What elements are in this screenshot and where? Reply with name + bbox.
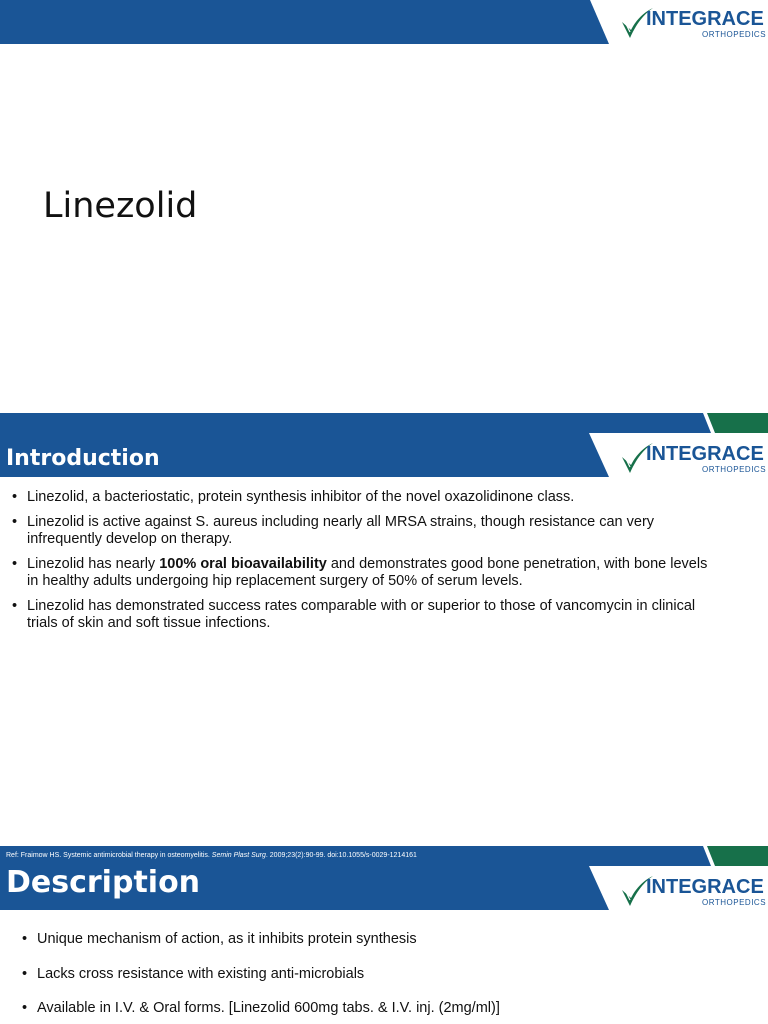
description-slide: [0, 846, 768, 1024]
bullet-glyph: •: [12, 513, 18, 530]
reference-citation: Ref: Fraimow HS. Systemic antimicrobial therapy in osteomyelitis. Semin Plast Surg. 2009;23(2):90-99. doi:10.1055/s-0029-1214161: [6, 852, 417, 859]
bullet-glyph: •: [22, 965, 28, 982]
integrace-logo: [620, 2, 768, 46]
logo-brand: INTEGRACE: [646, 876, 764, 898]
integrace-logo: [620, 437, 768, 481]
logo-subtitle: ORTHOPEDICS: [702, 465, 767, 474]
slide-title: Linezolid: [43, 186, 198, 226]
title-slide: [0, 0, 768, 413]
bullet-glyph: •: [12, 489, 18, 505]
bullet-glyph: •: [22, 931, 28, 947]
list-item: • Unique mechanism of action, as it inhibits protein synthesis: [22, 931, 417, 947]
list-item: • Linezolid, a bacteriostatic, protein synthesis inhibitor of the novel oxazolidinone class.: [12, 489, 575, 505]
bullet-list: [22, 931, 722, 1024]
logo-brand: INTEGRACE: [646, 443, 764, 465]
introduction-slide: [0, 413, 768, 846]
bold-highlight: 100% oral bioavailability: [159, 555, 327, 572]
logo-subtitle: ORTHOPEDICS: [702, 30, 767, 39]
section-heading: Description: [6, 865, 201, 900]
list-item: • Linezolid has nearly 100% oral bioavailability and demonstrates good bone penetration, with bone levels in healthy adults undergoing hip replacement surgery of 50% of serum levels.: [12, 555, 708, 589]
bullet-list: [12, 489, 712, 640]
section-heading: Introduction: [6, 446, 160, 471]
bullet-glyph: •: [12, 555, 18, 572]
list-item: • Available in I.V. & Oral forms. [Linezolid 600mg tabs. & I.V. inj. (2mg/ml)]: [22, 1000, 500, 1016]
list-item: • Linezolid is active against S. aureus including nearly all MRSA strains, though resistance can very infrequently develop on therapy.: [12, 513, 655, 547]
list-item: • Lacks cross resistance with existing anti-microbials: [22, 965, 365, 982]
logo-subtitle: ORTHOPEDICS: [702, 898, 767, 907]
bullet-glyph: •: [12, 597, 18, 614]
bullet-glyph: •: [22, 1000, 28, 1016]
list-item: • Linezolid has demonstrated success rates comparable with or superior to those of vancomycin in clinical trials of skin and soft tissue infections.: [12, 597, 696, 631]
integrace-logo: [620, 870, 768, 914]
logo-brand: INTEGRACE: [646, 8, 764, 30]
